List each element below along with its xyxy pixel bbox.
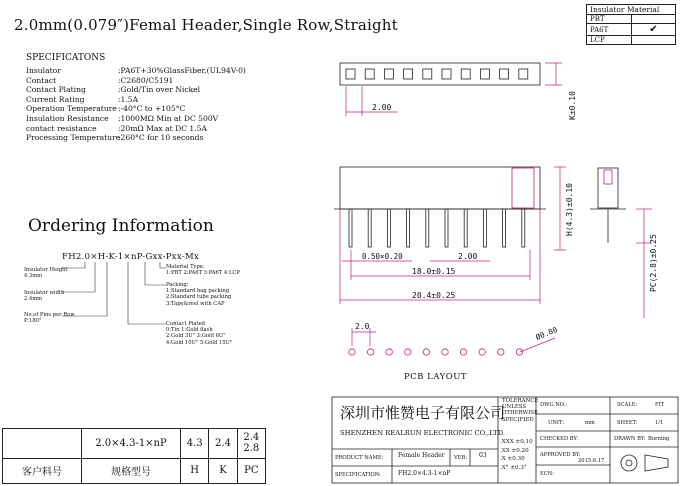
drawn-by-value: Burning — [648, 436, 670, 442]
dim-span-inner: 18.0±0.15 — [412, 267, 456, 276]
k-value: 2.4 — [209, 429, 237, 459]
h-header: H — [181, 458, 209, 483]
spec-value: :Gold/Tin over Nickel — [118, 85, 201, 95]
spec-value: :PA6T+30%GlassFiber,(UL94V-0) — [118, 66, 246, 75]
dim-height: H(4.3)±0.10 — [565, 183, 574, 236]
ver-value: 03 — [479, 452, 487, 459]
note-packing: Packing: 1:Standard bag packing 2:Standard tube packing 3:Tape&reel with CAP — [166, 282, 232, 307]
ordering-code: FH2.0×H-K-1×nP-Gxx-Pxx-Mx — [62, 252, 200, 262]
spec-key: Operation Temperature — [26, 104, 117, 114]
product-name-label: PRODUCT NAME: — [335, 455, 384, 461]
drawing-title: 2.0mm(0.079″)Femal Header,Single Row,Straight — [14, 16, 398, 34]
spec-key: contact resistance — [26, 123, 97, 133]
dim-pcb-pitch: 2.0 — [355, 322, 370, 331]
company-name-en: SHENZHEN REALRUN ELECTRONIC CO.,LTD. — [340, 429, 506, 437]
scale-label: SCALE: — [617, 402, 638, 408]
material-lcp: LCP — [587, 36, 632, 45]
ordering-title: Ordering Information — [28, 216, 214, 236]
spec-value: :1000MΩ Min at DC 500V — [118, 114, 219, 123]
spec-value: :1.5A — [118, 94, 139, 104]
material-pbt: PBT — [587, 15, 632, 24]
specification-label: SPECIFICATION: — [335, 472, 381, 478]
product-name-value: Female Header — [398, 452, 445, 459]
sheet-value: 1/1 — [655, 420, 664, 426]
specs-heading: SPECIFICATONS — [26, 53, 106, 63]
unit-label: UNIT: — [548, 420, 564, 426]
ver-label: VER: — [454, 455, 468, 461]
company-name-cn: 深圳市惟赞电子有限公司 — [340, 404, 506, 422]
part-number-table — [2, 428, 266, 484]
spec-value: :C2680/C5191 — [118, 75, 174, 85]
dim-span-outer: 20.4±0.25 — [412, 291, 456, 300]
tolerance-heading: TOLERANCE UNLESS OTHERWISE SPECIFIED — [502, 398, 539, 423]
spec-key: Contact Plating — [26, 85, 86, 95]
dim-pcb-hole: Ø0.80 — [534, 325, 559, 342]
dwg-no-label: DWG NO.: — [540, 402, 568, 408]
date-value: 2015.6.17 — [578, 458, 605, 464]
material-table-header: Insulator Material — [587, 5, 676, 15]
unit-value: mm — [585, 420, 595, 426]
note-contact-plated: Contact Plated 0:Tin 1:Gold flash 2:Gold 3U" 3:Gold 6U" 4:Gold 10U" 5:Gold 15U" — [166, 321, 233, 346]
spec-key: Contact — [26, 75, 57, 85]
spec-key: Processing Temperature — [26, 133, 121, 143]
specification-value: FH2.0×4.3-1×nP — [398, 470, 451, 477]
spec-key: Insulator — [26, 66, 61, 75]
dim-pc: PC(2.8)±0.25 — [649, 234, 658, 292]
note-insulator-width: Insulator width 2.4mm — [24, 290, 65, 303]
dim-k: K±0.10 — [568, 91, 577, 120]
pc-values: 2.4 2.8 — [237, 429, 265, 459]
drawn-by-label: DRAWN BY: — [614, 436, 646, 442]
dim-pitch-mid: 2.00 — [458, 252, 478, 261]
k-header: K — [209, 458, 237, 483]
dim-pitch-top: 2.00 — [372, 103, 392, 112]
pc-header: PC — [237, 458, 265, 483]
spec-key: Current Rating — [26, 94, 85, 104]
pcb-layout-label: PCB LAYOUT — [404, 372, 468, 382]
tolerance-values: .XXX ±0.10 .XX ±0.20 .X ±0.30 .X° ±0.3° — [500, 439, 533, 471]
spec-value: :20mΩ Max at DC 1.5A — [118, 123, 207, 133]
model-header: 规格型号 — [82, 458, 181, 483]
dim-pin-width: 0.50×0.20 — [362, 252, 403, 261]
spec-value: :260°C for 10 seconds — [118, 133, 204, 143]
note-material-type: Material Type: 1:PBT 2:PA6T 3:PA6T 4:LCP — [166, 264, 240, 277]
spec-value: :-40°C to +105°C — [118, 104, 186, 114]
customer-part-cell — [3, 429, 82, 459]
spec-key: Insulation Resistance — [26, 114, 109, 123]
note-pins-per-row: No.of Pins per Row P:180° — [24, 312, 75, 325]
material-pa6t: PA6T — [587, 24, 632, 36]
customer-part-header: 客户料号 — [3, 458, 82, 483]
sheet-label: SHEET: — [617, 420, 638, 426]
scale-value: FIT — [655, 402, 665, 408]
material-pa6t-check: ✔ — [632, 24, 676, 36]
checked-by-label: CHECKED BY: — [540, 436, 578, 442]
h-value: 4.3 — [181, 429, 209, 459]
approved-by-label: APPROVED BY: — [540, 452, 581, 458]
ecn-label: ECN: — [540, 471, 554, 477]
model-value: 2.0×4.3-1×nP — [82, 429, 181, 459]
note-insulator-height: Insulator Height 4.3mm — [24, 267, 68, 280]
